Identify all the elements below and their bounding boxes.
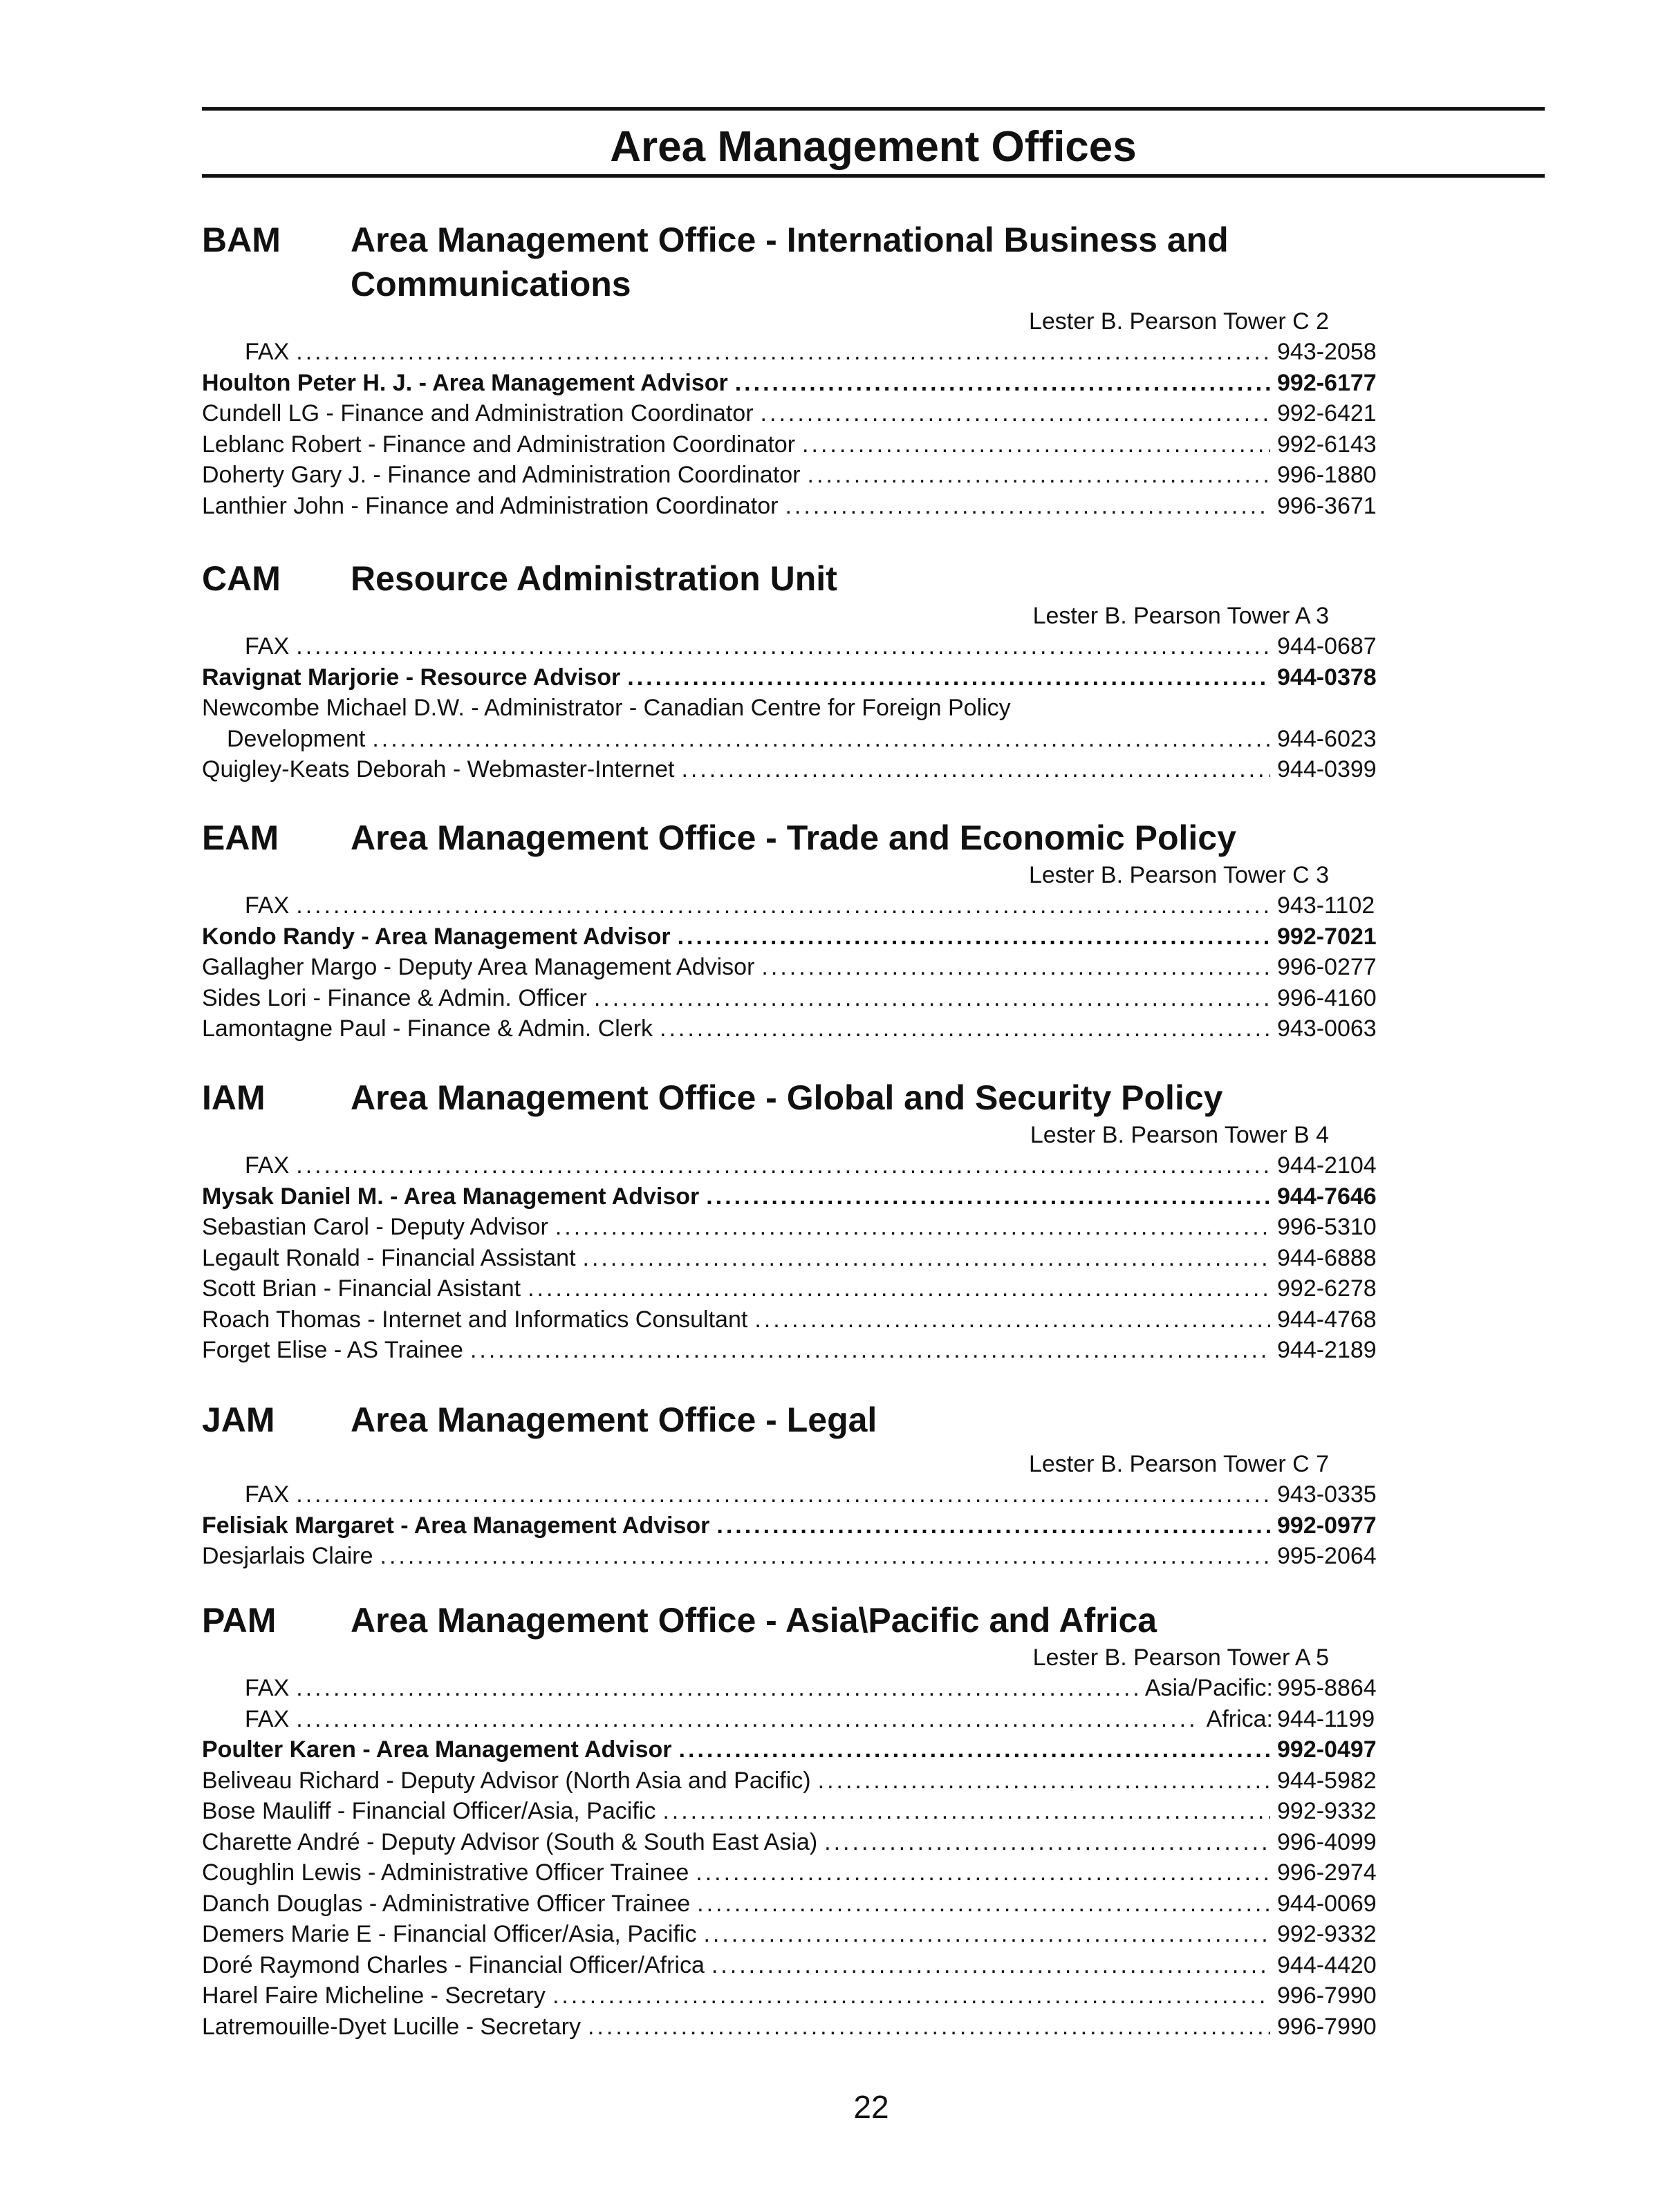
contact-row	[202, 2012, 1391, 2043]
contact-name: Lamontagne Paul - Finance & Admin. Clerk	[202, 1015, 653, 1042]
fax-label: FAX	[245, 339, 290, 365]
contact-name: Latremouille-Dyet Lucille - Secretary	[202, 2013, 581, 2040]
section-code: IAM	[202, 1078, 266, 1117]
contact-name: Desjarlais Claire	[202, 1543, 373, 1569]
dot-leader	[824, 1827, 1270, 1858]
dot-leader	[296, 337, 1270, 368]
contact-row	[202, 1335, 1391, 1366]
contact-phone: 944-6023	[1277, 725, 1377, 752]
section-code: JAM	[202, 1400, 275, 1439]
fax-label: FAX	[245, 1705, 290, 1732]
dot-leader	[588, 2012, 1270, 2043]
section-code: PAM	[202, 1601, 277, 1640]
contact-phone: 996-4099	[1277, 1828, 1377, 1855]
dot-leader	[296, 631, 1270, 662]
dot-leader	[735, 368, 1270, 399]
contact-name: Leblanc Robert - Finance and Administration Coordinator	[202, 431, 796, 458]
dot-leader	[296, 1673, 1138, 1704]
contact-phone: 996-7990	[1277, 2013, 1377, 2040]
section-location: Lester B. Pearson Tower B 4	[1030, 1122, 1329, 1148]
section-code: EAM	[202, 818, 279, 857]
contact-name: Forget Elise - AS Trainee	[202, 1337, 463, 1363]
contact-row	[202, 1273, 1391, 1304]
section-header	[202, 1398, 1377, 1442]
contact-name: Beliveau Richard - Deputy Advisor (North Asia and Pacific)	[202, 1767, 811, 1794]
contact-phone: 944-0399	[1277, 756, 1377, 782]
dot-leader	[802, 429, 1270, 460]
dot-leader	[681, 754, 1270, 785]
contact-row	[202, 1304, 1391, 1335]
section-location: Lester B. Pearson Tower A 5	[1032, 1644, 1329, 1671]
fax-row	[202, 1150, 1391, 1181]
contact-name: Ravignat Marjorie - Resource Advisor	[202, 664, 621, 691]
title-underline-rule	[202, 174, 1545, 178]
fax-label: FAX	[245, 892, 290, 919]
contact-row	[202, 429, 1391, 460]
section-location: Lester B. Pearson Tower A 3	[1032, 603, 1329, 629]
contact-name: Mysak Daniel M. - Area Management Advisor	[202, 1183, 700, 1210]
dot-leader	[662, 1796, 1270, 1827]
dot-leader	[594, 983, 1270, 1014]
section-location: Lester B. Pearson Tower C 7	[1028, 1451, 1329, 1477]
fax-number: 944-1199	[1277, 1705, 1375, 1732]
page-number: 22	[853, 2089, 889, 2125]
fax-number: 944-0687	[1277, 633, 1377, 659]
contact-phone: 944-2189	[1277, 1337, 1377, 1363]
dot-leader	[555, 1212, 1270, 1243]
contact-row	[202, 1734, 1391, 1765]
dot-leader	[296, 890, 1270, 921]
dot-leader	[703, 1919, 1270, 1950]
dot-leader	[712, 1950, 1270, 1981]
contact-name: Legault Ronald - Financial Assistant	[202, 1244, 576, 1271]
dot-leader	[696, 1857, 1270, 1888]
contact-name: Poulter Karen - Area Management Advisor	[202, 1736, 672, 1763]
fax-label: FAX	[245, 1152, 290, 1179]
fax-row	[202, 1673, 1391, 1704]
contact-row	[202, 952, 1391, 983]
fax-row	[202, 631, 1391, 662]
fax-number: 943-1102	[1277, 892, 1375, 919]
contact-name: Houlton Peter H. J. - Area Management Advisor	[202, 369, 728, 396]
section-eam	[202, 816, 1377, 1044]
contact-name: Gallagher Margo - Deputy Area Management Advisor	[202, 954, 755, 980]
contact-row	[202, 1181, 1391, 1212]
contact-name: Roach Thomas - Internet and Informatics Consultant	[202, 1306, 748, 1333]
contact-row	[202, 1243, 1391, 1274]
dot-leader	[754, 1304, 1270, 1335]
dot-leader	[372, 724, 1270, 755]
fax-label: FAX	[245, 1481, 290, 1508]
section-pam	[202, 1598, 1377, 2042]
contact-phone: 944-6888	[1277, 1244, 1377, 1271]
section-iam	[202, 1076, 1377, 1366]
contact-phone: 996-7990	[1277, 1983, 1377, 2009]
fax-number: 943-2058	[1277, 339, 1377, 365]
contact-phone: 992-6421	[1277, 400, 1377, 427]
contact-row	[202, 1950, 1391, 1981]
section-title: Area Management Office - Asia\Pacific and Africa	[351, 1601, 1157, 1640]
fax-number: 995-8864	[1277, 1675, 1377, 1701]
dot-leader	[818, 1765, 1270, 1797]
section-header	[202, 1598, 1377, 1642]
section-title: Area Management Office - Global and Security Policy	[351, 1078, 1223, 1117]
contact-phone: 944-5982	[1277, 1767, 1377, 1794]
contact-phone: 992-6278	[1277, 1275, 1377, 1302]
contact-row	[202, 1765, 1391, 1797]
dot-leader	[296, 1479, 1270, 1510]
contact-phone: 944-4768	[1277, 1306, 1377, 1333]
dot-leader	[808, 460, 1270, 491]
section-location: Lester B. Pearson Tower C 2	[1028, 308, 1329, 335]
fax-label: FAX	[245, 633, 290, 659]
contact-phone: 996-1880	[1277, 462, 1377, 488]
dot-leader	[761, 952, 1270, 983]
dot-leader	[660, 1013, 1270, 1044]
contact-phone: 992-6143	[1277, 431, 1377, 458]
contact-row	[202, 460, 1391, 491]
fax-row	[202, 337, 1391, 368]
contact-name: Kondo Randy - Area Management Advisor	[202, 923, 671, 950]
contact-phone: 996-4160	[1277, 984, 1377, 1011]
section-code: CAM	[202, 559, 281, 598]
contact-phone: 944-0378	[1277, 664, 1377, 691]
contact-name: Harel Faire Micheline - Secretary	[202, 1983, 546, 2009]
top-rule	[202, 107, 1545, 111]
section-location: Lester B. Pearson Tower C 3	[1028, 862, 1329, 888]
section-title: Area Management Office - Trade and Economic Policy	[351, 818, 1236, 857]
contact-name: Felisiak Margaret - Area Management Advisor	[202, 1512, 710, 1539]
contact-phone: 992-0977	[1277, 1512, 1377, 1539]
contact-row	[202, 983, 1391, 1014]
contact-row	[202, 1919, 1391, 1950]
dot-leader	[678, 921, 1270, 953]
contact-name: Doré Raymond Charles - Financial Officer/Africa	[202, 1951, 705, 1978]
contact-name: Sebastian Carol - Deputy Advisor	[202, 1214, 548, 1240]
section-header	[202, 218, 1377, 306]
fax-number: 943-0335	[1277, 1481, 1377, 1508]
contact-phone: 995-2064	[1277, 1543, 1377, 1569]
dot-leader	[296, 1704, 1199, 1735]
section-title: Area Management Office - International Business and Communications	[351, 221, 1229, 303]
fax-label: FAX	[245, 1675, 290, 1701]
fax-region: Asia/Pacific:	[1144, 1675, 1273, 1701]
contact-name: Quigley-Keats Deborah - Webmaster-Internet	[202, 756, 675, 782]
dot-leader	[761, 398, 1270, 429]
dot-leader	[716, 1510, 1270, 1541]
dot-leader	[679, 1734, 1270, 1765]
contact-name: Demers Marie E - Financial Officer/Asia, Pacific	[202, 1921, 697, 1947]
contact-row	[202, 754, 1391, 785]
contact-row	[202, 1212, 1391, 1243]
section-cam	[202, 556, 1377, 785]
dot-leader	[470, 1335, 1270, 1366]
fax-number: 944-2104	[1277, 1152, 1377, 1179]
contact-row	[202, 1888, 1391, 1920]
contact-phone: 996-0277	[1277, 954, 1377, 980]
dot-leader	[528, 1273, 1270, 1304]
contact-row	[202, 1796, 1391, 1827]
contact-name-continuation: Development	[227, 725, 366, 752]
contact-phone: 944-0069	[1277, 1890, 1377, 1917]
contact-phone: 944-4420	[1277, 1951, 1377, 1978]
page-title: Area Management Offices	[610, 123, 1137, 171]
dot-leader	[706, 1181, 1270, 1212]
fax-row	[202, 1479, 1391, 1510]
contact-row	[202, 1857, 1391, 1888]
contact-row	[202, 921, 1391, 953]
contact-row	[202, 1013, 1391, 1044]
contact-name: Danch Douglas - Administrative Officer Trainee	[202, 1890, 691, 1917]
contact-name: Coughlin Lewis - Administrative Officer Trainee	[202, 1859, 689, 1886]
fax-row	[202, 1704, 1391, 1735]
contact-phone: 992-9332	[1277, 1921, 1377, 1947]
contact-row	[202, 368, 1391, 399]
contact-phone: 996-5310	[1277, 1214, 1377, 1240]
contact-name: Bose Mauliff - Financial Officer/Asia, Pacific	[202, 1798, 656, 1824]
contact-name: Sides Lori - Finance & Admin. Officer	[202, 984, 587, 1011]
contact-row	[202, 398, 1391, 429]
contact-phone: 943-0063	[1277, 1015, 1377, 1042]
contact-phone: 944-7646	[1277, 1183, 1377, 1210]
dot-leader	[552, 1980, 1270, 2012]
contact-row	[202, 662, 1391, 693]
contact-phone: 996-3671	[1277, 492, 1377, 519]
contact-name: Charette André - Deputy Advisor (South & South East Asia)	[202, 1828, 818, 1855]
section-header	[202, 556, 1377, 601]
section-title: Resource Administration Unit	[351, 559, 837, 598]
dot-leader	[583, 1243, 1270, 1274]
dot-leader	[627, 662, 1270, 693]
contact-name: Lanthier John - Finance and Administration Coordinator	[202, 492, 779, 519]
contact-row	[202, 1980, 1391, 2012]
section-code: BAM	[202, 221, 281, 259]
dot-leader	[380, 1541, 1270, 1572]
contact-phone: 992-0497	[1277, 1736, 1377, 1763]
contact-name: Doherty Gary J. - Finance and Administration Coordinator	[202, 462, 801, 488]
contact-name: Scott Brian - Financial Asistant	[202, 1275, 521, 1302]
section-header	[202, 1076, 1377, 1120]
contact-phone: 992-6177	[1277, 369, 1377, 396]
fax-row	[202, 890, 1391, 921]
contact-row	[202, 491, 1391, 522]
contact-row	[202, 1827, 1391, 1858]
dot-leader	[296, 1150, 1270, 1181]
contact-phone: 992-9332	[1277, 1798, 1377, 1824]
section-title: Area Management Office - Legal	[351, 1400, 877, 1439]
dot-leader	[697, 1888, 1270, 1920]
section-jam	[202, 1398, 1377, 1572]
contact-row	[202, 1541, 1391, 1572]
section-header	[202, 816, 1377, 860]
dot-leader	[785, 491, 1270, 522]
contact-name: Cundell LG - Finance and Administration Coordinator	[202, 400, 754, 427]
section-bam	[202, 218, 1377, 521]
contact-phone: 996-2974	[1277, 1859, 1377, 1886]
contact-row	[202, 1510, 1391, 1541]
contact-row	[202, 724, 1391, 755]
fax-region: Africa:	[1206, 1705, 1273, 1732]
contact-phone: 992-7021	[1277, 923, 1377, 950]
contact-name: Newcombe Michael D.W. - Administrator - Canadian Centre for Foreign Policy	[202, 695, 1011, 721]
